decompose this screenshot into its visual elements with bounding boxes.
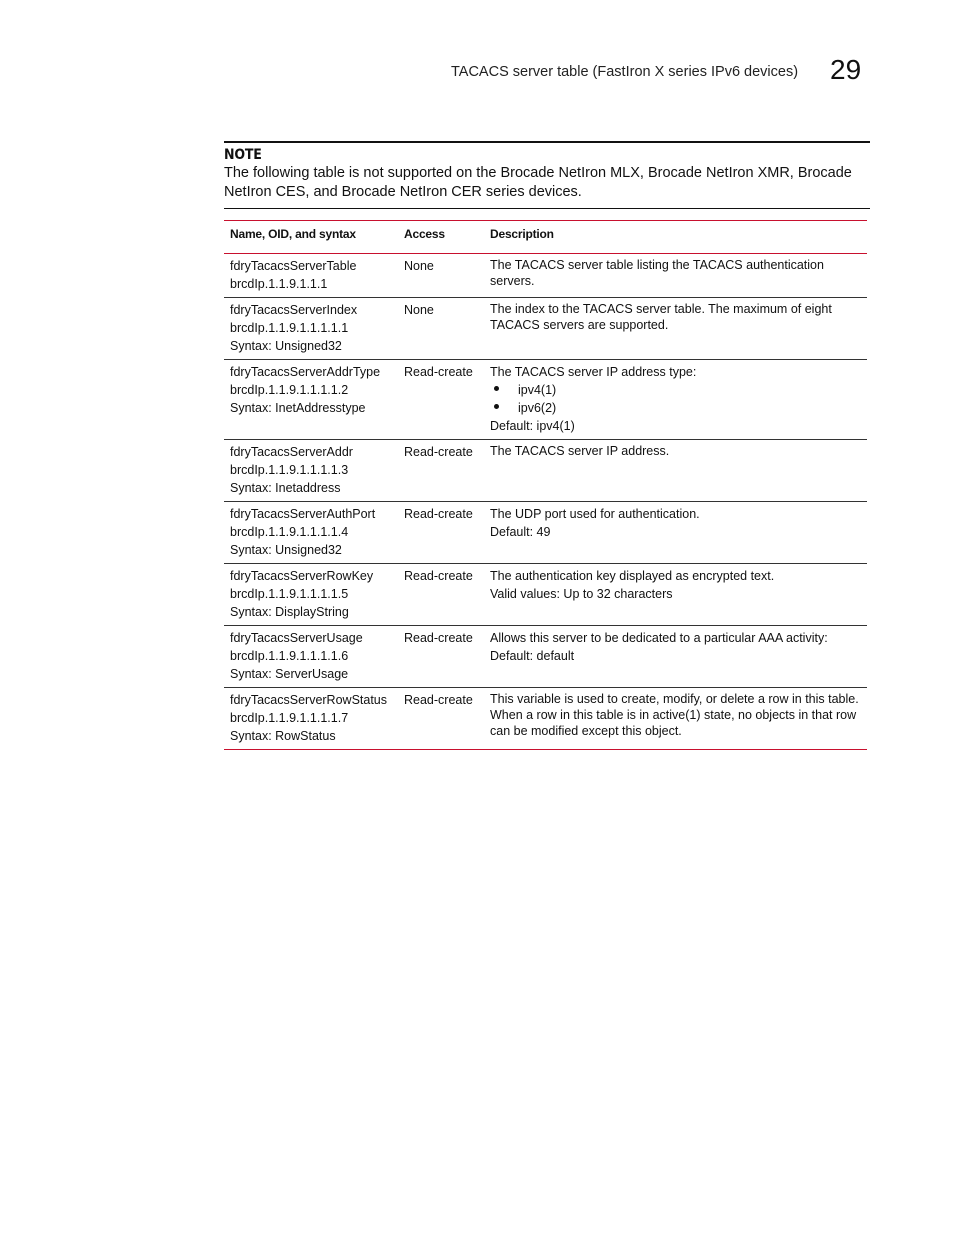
description-bullet-item: ipv4(1) xyxy=(490,381,861,399)
cell-description xyxy=(484,502,867,564)
object-syntax: Syntax: Unsigned32 xyxy=(230,339,342,353)
cell-access: Read-create xyxy=(398,360,484,440)
description-line: The UDP port used for authentication. xyxy=(490,507,700,521)
chapter-number: 29 xyxy=(830,54,862,85)
object-syntax: Syntax: RowStatus xyxy=(230,729,336,743)
description-line: Allows this server to be dedicated to a particular AAA activity: xyxy=(490,631,828,645)
cell-description xyxy=(484,298,867,360)
table-body xyxy=(224,254,867,750)
description-line: The TACACS server table listing the TACACS authentication servers. xyxy=(490,258,824,288)
cell-access: Read-create xyxy=(398,502,484,564)
cell-access: Read-create xyxy=(398,564,484,626)
object-name: fdryTacacsServerIndex xyxy=(230,303,358,317)
cell-description xyxy=(484,440,867,502)
description-line: Default: 49 xyxy=(490,525,551,539)
column-header-description: Description xyxy=(484,221,867,254)
table-header-row xyxy=(224,221,867,254)
object-oid: brcdIp.1.1.9.1.1.1 xyxy=(230,277,328,291)
tacacs-server-table xyxy=(224,220,867,750)
table-row xyxy=(224,360,867,440)
cell-name-oid-syntax xyxy=(224,502,398,564)
note-box xyxy=(224,141,870,209)
description-line: This variable is used to create, modify, or delete a row in this table. When a row in this table is in active(1) state, no objects in that row can be modified except this object. xyxy=(490,692,859,738)
cell-access: None xyxy=(398,298,484,360)
cell-description xyxy=(484,254,867,298)
object-name: fdryTacacsServerAddr xyxy=(230,445,353,459)
object-name: fdryTacacsServerUsage xyxy=(230,631,363,645)
description-line: The authentication key displayed as encrypted text. xyxy=(490,569,775,583)
cell-access: Read-create xyxy=(398,626,484,688)
object-name: fdryTacacsServerAuthPort xyxy=(230,507,376,521)
object-syntax: Syntax: Inetaddress xyxy=(230,481,341,495)
description-line: Valid values: Up to 32 characters xyxy=(490,587,673,601)
table-row xyxy=(224,440,867,502)
cell-name-oid-syntax xyxy=(224,298,398,360)
cell-access: Read-create xyxy=(398,688,484,750)
description-line: The index to the TACACS server table. The maximum of eight TACACS servers are supported. xyxy=(490,302,832,332)
table-row xyxy=(224,254,867,298)
cell-description xyxy=(484,626,867,688)
cell-name-oid-syntax xyxy=(224,564,398,626)
cell-description xyxy=(484,564,867,626)
object-name: fdryTacacsServerRowStatus xyxy=(230,693,388,707)
description-line: Default: default xyxy=(490,649,575,663)
description-bullet-item: ipv6(2) xyxy=(490,399,861,417)
cell-name-oid-syntax xyxy=(224,440,398,502)
note-label: NOTE xyxy=(224,147,262,163)
cell-name-oid-syntax xyxy=(224,254,398,298)
description-default: Default: ipv4(1) xyxy=(490,419,575,433)
object-syntax: Syntax: ServerUsage xyxy=(230,667,349,681)
description-line: The TACACS server IP address type: xyxy=(490,365,697,379)
table-row xyxy=(224,626,867,688)
table-row xyxy=(224,688,867,750)
cell-description xyxy=(484,360,867,440)
object-name: fdryTacacsServerTable xyxy=(230,259,357,273)
description-line: The TACACS server IP address. xyxy=(490,444,670,458)
description-bullet-list xyxy=(490,381,861,417)
object-name: fdryTacacsServerAddrType xyxy=(230,365,381,379)
object-oid: brcdIp.1.1.9.1.1.1.1.2 xyxy=(230,383,349,397)
object-syntax: Syntax: DisplayString xyxy=(230,605,349,619)
column-header-access: Access xyxy=(398,221,484,254)
note-text: The following table is not supported on the Brocade NetIron MLX, Brocade NetIron XMR, Brocade NetIron CES, and Brocade NetIron CER series devices. xyxy=(224,165,852,200)
object-oid: brcdIp.1.1.9.1.1.1.1.4 xyxy=(230,525,349,539)
object-oid: brcdIp.1.1.9.1.1.1.1.6 xyxy=(230,649,349,663)
running-header-title: TACACS server table (FastIron X series IPv6 devices) xyxy=(451,64,799,80)
object-oid: brcdIp.1.1.9.1.1.1.1.7 xyxy=(230,711,349,725)
column-header-name: Name, OID, and syntax xyxy=(224,221,398,254)
object-name: fdryTacacsServerRowKey xyxy=(230,569,374,583)
table-row xyxy=(224,564,867,626)
object-oid: brcdIp.1.1.9.1.1.1.1.1 xyxy=(230,321,349,335)
cell-name-oid-syntax xyxy=(224,688,398,750)
table-row xyxy=(224,502,867,564)
cell-description xyxy=(484,688,867,750)
object-oid: brcdIp.1.1.9.1.1.1.1.5 xyxy=(230,587,349,601)
cell-access: None xyxy=(398,254,484,298)
table-row xyxy=(224,298,867,360)
object-oid: brcdIp.1.1.9.1.1.1.1.3 xyxy=(230,463,349,477)
object-syntax: Syntax: Unsigned32 xyxy=(230,543,342,557)
object-syntax: Syntax: InetAddresstype xyxy=(230,401,366,415)
cell-name-oid-syntax xyxy=(224,626,398,688)
cell-access: Read-create xyxy=(398,440,484,502)
cell-name-oid-syntax xyxy=(224,360,398,440)
